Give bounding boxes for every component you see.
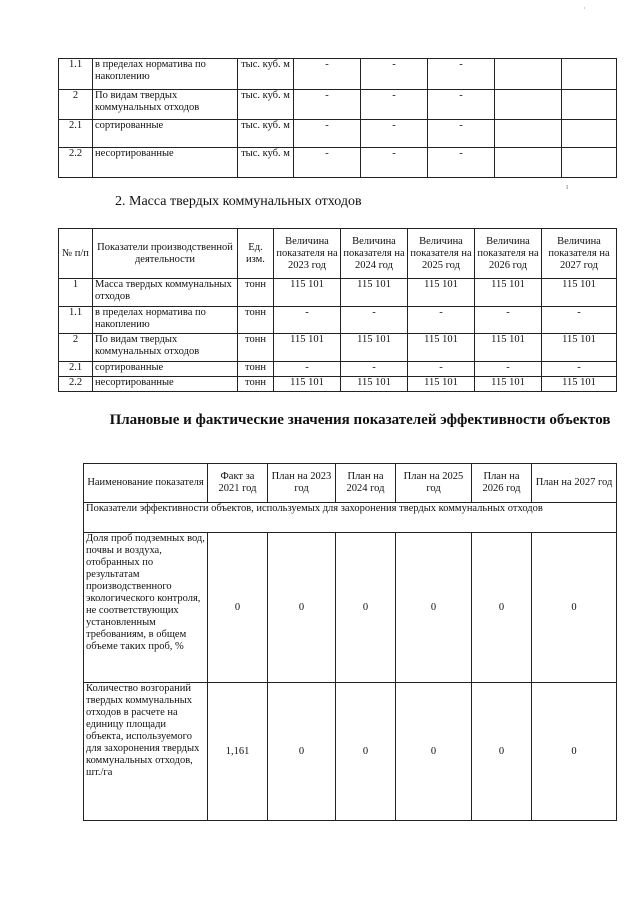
row-unit: тонн xyxy=(238,307,274,334)
value-cell: - xyxy=(341,362,408,377)
header-2026: Величина показателя на 2026 год xyxy=(475,229,542,279)
section-title: 2. Масса твердых коммунальных отходов xyxy=(115,194,362,209)
value-cell: - xyxy=(274,307,341,334)
row-number: 2 xyxy=(59,334,93,362)
value-cell: 0 xyxy=(396,533,472,683)
value-cell xyxy=(495,90,562,120)
row-name: сортированные xyxy=(93,120,238,148)
value-cell: 115 101 xyxy=(542,334,617,362)
value-cell xyxy=(562,120,617,148)
value-cell: 115 101 xyxy=(341,334,408,362)
table-row xyxy=(59,59,617,90)
page-title: Плановые и фактические значения показателей эффективности объектов xyxy=(109,412,611,428)
header-2027: Величина показателя на 2027 год xyxy=(542,229,617,279)
value-cell: 115 101 xyxy=(542,279,617,307)
value-cell: - xyxy=(408,362,475,377)
header-name: Показатели производственной деятельности xyxy=(93,229,238,279)
row-unit: тыс. куб. м xyxy=(238,120,294,148)
value-cell: 115 101 xyxy=(408,334,475,362)
indicator-name: Количество возгораний твердых коммунальных отходов в расчете на единицу площади объекта, используемого для захоронения твердых коммунальных отходов, шт./га xyxy=(84,683,208,821)
value-cell: 0 xyxy=(268,683,336,821)
row-number: 2.2 xyxy=(59,148,93,178)
header-2025: Величина показателя на 2025 год xyxy=(408,229,475,279)
value-cell: 0 xyxy=(472,533,532,683)
table-row xyxy=(59,307,617,334)
row-number: 2.1 xyxy=(59,362,93,377)
value-cell xyxy=(495,120,562,148)
value-cell: 0 xyxy=(336,683,396,821)
row-number: 1.1 xyxy=(59,307,93,334)
table-row xyxy=(59,90,617,120)
value-cell: - xyxy=(428,59,495,90)
value-cell: 0 xyxy=(532,683,617,821)
value-cell: - xyxy=(428,90,495,120)
value-cell: 0 xyxy=(268,533,336,683)
value-cell: - xyxy=(475,362,542,377)
table-row xyxy=(59,120,617,148)
header-plan-2025: План на 2025 год xyxy=(396,464,472,503)
table-row xyxy=(59,148,617,178)
scan-mark: ı xyxy=(566,182,569,191)
value-cell: - xyxy=(542,362,617,377)
value-cell xyxy=(495,148,562,178)
row-number: 1.1 xyxy=(59,59,93,90)
table-row xyxy=(59,279,617,307)
value-cell xyxy=(495,59,562,90)
group-row xyxy=(84,503,617,533)
row-unit: тыс. куб. м xyxy=(238,90,294,120)
table-header-row xyxy=(84,464,617,503)
row-unit: тонн xyxy=(238,362,274,377)
value-cell: 115 101 xyxy=(475,377,542,392)
row-number: 1 xyxy=(59,279,93,307)
row-name: По видам твердых коммунальных отходов xyxy=(93,334,238,362)
row-unit: тонн xyxy=(238,377,274,392)
row-name: Масса твердых коммунальных отходов xyxy=(93,279,238,307)
value-cell: - xyxy=(428,120,495,148)
header-fact-2021: Факт за 2021 год xyxy=(208,464,268,503)
value-cell: 115 101 xyxy=(542,377,617,392)
header-num: № п/п xyxy=(59,229,93,279)
value-cell: 115 101 xyxy=(341,279,408,307)
value-cell: - xyxy=(274,362,341,377)
value-cell: 115 101 xyxy=(475,279,542,307)
row-number: 2.1 xyxy=(59,120,93,148)
row-name: сортированные xyxy=(93,362,238,377)
row-name: несортированные xyxy=(93,148,238,178)
header-plan-2026: План на 2026 год xyxy=(472,464,532,503)
group-title: Показатели эффективности объектов, используемых для захоронения твердых коммунальных отходов xyxy=(84,503,617,533)
value-cell: - xyxy=(428,148,495,178)
row-unit: тонн xyxy=(238,279,274,307)
row-unit: тыс. куб. м xyxy=(238,148,294,178)
value-cell: - xyxy=(475,307,542,334)
value-cell: 115 101 xyxy=(341,377,408,392)
value-cell: - xyxy=(361,90,428,120)
value-cell xyxy=(562,148,617,178)
indicator-name: Доля проб подземных вод, почвы и воздуха, отобранных по результатам производственного экологического контроля, не соответствующих установленным требованиям, в общем объеме таких проб, % xyxy=(84,533,208,683)
row-number: 2 xyxy=(59,90,93,120)
value-cell: 0 xyxy=(336,533,396,683)
value-cell: 115 101 xyxy=(274,279,341,307)
row-number: 2.2 xyxy=(59,377,93,392)
value-cell: 0 xyxy=(472,683,532,821)
waste-mass-table xyxy=(58,228,617,392)
scan-mark: · xyxy=(583,4,586,13)
header-plan-2023: План на 2023 год xyxy=(268,464,336,503)
row-name: По видам твердых коммунальных отходов xyxy=(93,90,238,120)
value-cell: - xyxy=(361,148,428,178)
value-cell: - xyxy=(542,307,617,334)
value-cell: 115 101 xyxy=(274,334,341,362)
row-name: несортированные xyxy=(93,377,238,392)
header-name: Наименование показателя xyxy=(84,464,208,503)
value-cell xyxy=(562,90,617,120)
value-cell: 115 101 xyxy=(408,377,475,392)
table-row xyxy=(84,533,617,683)
value-cell: - xyxy=(294,120,361,148)
value-cell: - xyxy=(294,148,361,178)
value-cell: 0 xyxy=(532,533,617,683)
header-plan-2027: План на 2027 год xyxy=(532,464,617,503)
table-row xyxy=(59,362,617,377)
row-unit: тонн xyxy=(238,334,274,362)
value-cell: - xyxy=(294,59,361,90)
value-cell: 115 101 xyxy=(408,279,475,307)
value-cell xyxy=(562,59,617,90)
header-plan-2024: План на 2024 год xyxy=(336,464,396,503)
waste-volume-table xyxy=(58,58,617,178)
row-name: в пределах норматива по накоплению xyxy=(93,59,238,90)
value-cell: 115 101 xyxy=(475,334,542,362)
value-cell: - xyxy=(361,120,428,148)
table-row xyxy=(59,334,617,362)
value-cell: - xyxy=(408,307,475,334)
header-unit: Ед. изм. xyxy=(238,229,274,279)
table-row xyxy=(59,377,617,392)
header-2024: Величина показателя на 2024 год xyxy=(341,229,408,279)
efficiency-indicators-table xyxy=(83,463,617,821)
value-cell: 0 xyxy=(208,533,268,683)
row-unit: тыс. куб. м xyxy=(238,59,294,90)
value-cell: 115 101 xyxy=(274,377,341,392)
table-header-row xyxy=(59,229,617,279)
value-cell: 0 xyxy=(396,683,472,821)
value-cell: - xyxy=(341,307,408,334)
value-cell: - xyxy=(294,90,361,120)
row-name: в пределах норматива по накоплению xyxy=(93,307,238,334)
header-2023: Величина показателя на 2023 год xyxy=(274,229,341,279)
value-cell: 1,161 xyxy=(208,683,268,821)
value-cell: - xyxy=(361,59,428,90)
table-row xyxy=(84,683,617,821)
